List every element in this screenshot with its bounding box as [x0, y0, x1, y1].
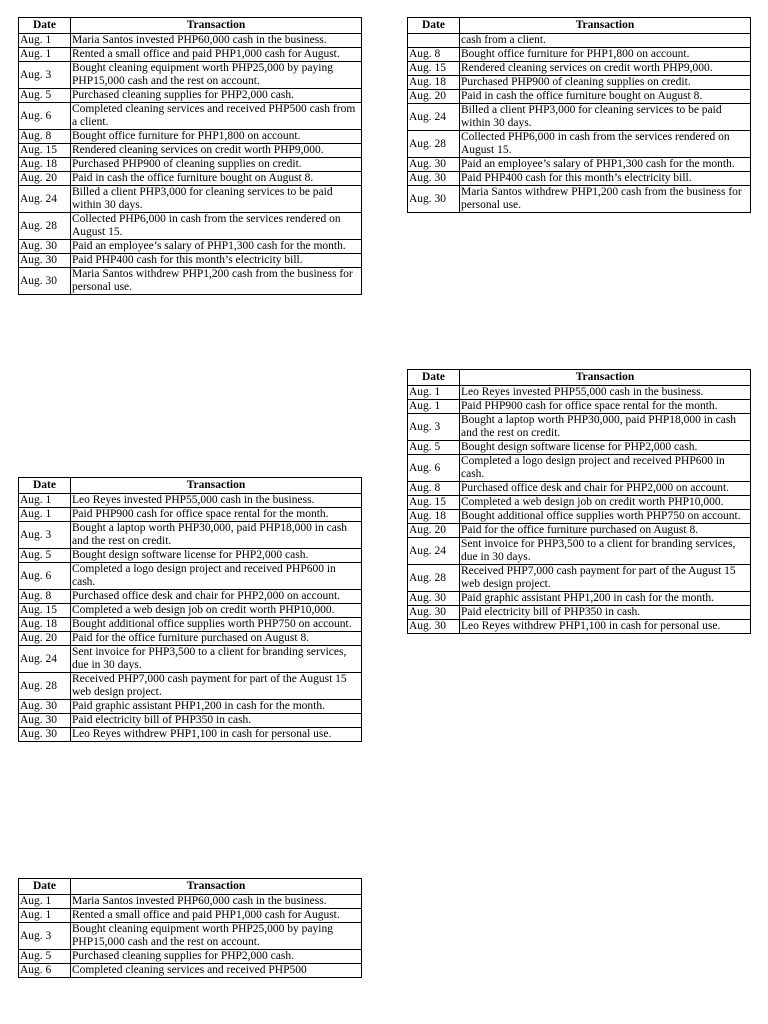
date-cell: Aug. 6 [19, 563, 71, 590]
transaction-cell: Rented a small office and paid PHP1,000 cash for August. [71, 909, 362, 923]
transaction-cell: cash from a client. [460, 34, 751, 48]
date-cell: Aug. 1 [19, 48, 71, 62]
date-cell: Aug. 28 [19, 673, 71, 700]
transaction-cell: Completed a logo design project and received PHP600 in cash. [460, 455, 751, 482]
date-cell: Aug. 6 [19, 103, 71, 130]
transaction-cell: Paid an employee’s salary of PHP1,300 cash for the month. [460, 158, 751, 172]
date-cell: Aug. 28 [19, 213, 71, 240]
date-cell: Aug. 6 [408, 455, 460, 482]
transaction-cell: Bought cleaning equipment worth PHP25,000 by paying PHP15,000 cash and the rest on account. [71, 923, 362, 950]
table-row [19, 268, 362, 295]
date-cell: Aug. 30 [408, 592, 460, 606]
table-row [408, 400, 751, 414]
transaction-cell: Purchased cleaning supplies for PHP2,000 cash. [71, 950, 362, 964]
transaction-cell: Rendered cleaning services on credit worth PHP9,000. [71, 144, 362, 158]
transaction-cell: Paid in cash the office furniture bought on August 8. [460, 90, 751, 104]
date-cell: Aug. 24 [19, 646, 71, 673]
table-row [19, 700, 362, 714]
table-row [19, 89, 362, 103]
table-row [408, 131, 751, 158]
date-cell: Aug. 20 [19, 172, 71, 186]
date-column-header: Date [19, 478, 71, 494]
table-row [19, 48, 362, 62]
table-row [19, 34, 362, 48]
table-row [19, 158, 362, 172]
transaction-cell: Leo Reyes withdrew PHP1,100 in cash for personal use. [460, 620, 751, 634]
table-row [408, 62, 751, 76]
transaction-cell: Completed a web design job on credit worth PHP10,000. [71, 604, 362, 618]
transaction-cell: Completed a logo design project and received PHP600 in cash. [71, 563, 362, 590]
transaction-cell: Bought office furniture for PHP1,800 on account. [71, 130, 362, 144]
date-cell: Aug. 1 [408, 386, 460, 400]
table-header-row [408, 370, 751, 386]
transaction-cell: Bought a laptop worth PHP30,000, paid PHP18,000 in cash and the rest on credit. [71, 522, 362, 549]
transaction-cell: Bought additional office supplies worth PHP750 on account. [460, 510, 751, 524]
date-cell: Aug. 5 [19, 549, 71, 563]
date-cell: Aug. 24 [19, 186, 71, 213]
date-cell: Aug. 18 [19, 618, 71, 632]
date-cell: Aug. 8 [19, 130, 71, 144]
table-header-row [19, 879, 362, 895]
transaction-cell: Bought office furniture for PHP1,800 on account. [460, 48, 751, 62]
table-header-row [19, 478, 362, 494]
date-cell: Aug. 30 [19, 268, 71, 295]
transaction-cell: Paid an employee’s salary of PHP1,300 cash for the month. [71, 240, 362, 254]
transaction-cell: Sent invoice for PHP3,500 to a client for branding services, due in 30 days. [460, 538, 751, 565]
transaction-cell: Leo Reyes withdrew PHP1,100 in cash for personal use. [71, 728, 362, 742]
transaction-cell: Bought design software license for PHP2,000 cash. [71, 549, 362, 563]
table-row [19, 240, 362, 254]
transaction-column-header: Transaction [71, 18, 362, 34]
table-row [408, 592, 751, 606]
transactions-table-santos-partial [18, 878, 362, 978]
transaction-cell: Paid for the office furniture purchased on August 8. [460, 524, 751, 538]
date-cell: Aug. 3 [19, 62, 71, 89]
transactions-table-santos [18, 17, 362, 295]
transaction-cell: Leo Reyes invested PHP55,000 cash in the business. [71, 494, 362, 508]
transaction-cell: Completed a web design job on credit worth PHP10,000. [460, 496, 751, 510]
table-row [408, 606, 751, 620]
date-cell: Aug. 5 [408, 441, 460, 455]
transaction-cell: Maria Santos withdrew PHP1,200 cash from the business for personal use. [71, 268, 362, 295]
date-cell: Aug. 30 [408, 620, 460, 634]
table-row [19, 522, 362, 549]
table-row [408, 48, 751, 62]
transaction-cell: Paid for the office furniture purchased on August 8. [71, 632, 362, 646]
table-row [408, 186, 751, 213]
transaction-cell: Paid in cash the office furniture bought on August 8. [71, 172, 362, 186]
date-cell: Aug. 5 [19, 89, 71, 103]
table-row [19, 254, 362, 268]
table-row [19, 646, 362, 673]
table-row [19, 508, 362, 522]
transaction-cell: Leo Reyes invested PHP55,000 cash in the business. [460, 386, 751, 400]
transaction-cell: Purchased office desk and chair for PHP2,000 on account. [460, 482, 751, 496]
transaction-cell: Paid PHP900 cash for office space rental for the month. [71, 508, 362, 522]
transaction-cell: Rendered cleaning services on credit worth PHP9,000. [460, 62, 751, 76]
transaction-cell: Purchased PHP900 of cleaning supplies on credit. [460, 76, 751, 90]
transaction-cell: Maria Santos invested PHP60,000 cash in the business. [71, 895, 362, 909]
date-cell [408, 34, 460, 48]
transaction-cell: Received PHP7,000 cash payment for part of the August 15 web design project. [460, 565, 751, 592]
table-header-row [408, 18, 751, 34]
table-row [19, 172, 362, 186]
date-cell: Aug. 30 [408, 606, 460, 620]
transaction-cell: Billed a client PHP3,000 for cleaning services to be paid within 30 days. [71, 186, 362, 213]
date-cell: Aug. 15 [19, 604, 71, 618]
date-cell: Aug. 20 [408, 90, 460, 104]
date-cell: Aug. 1 [19, 909, 71, 923]
table-row [408, 90, 751, 104]
table-row [19, 62, 362, 89]
date-cell: Aug. 15 [408, 62, 460, 76]
date-cell: Aug. 28 [408, 565, 460, 592]
date-cell: Aug. 20 [19, 632, 71, 646]
table-row [19, 186, 362, 213]
table-row [408, 34, 751, 48]
table-row [408, 386, 751, 400]
transaction-cell: Paid electricity bill of PHP350 in cash. [460, 606, 751, 620]
date-cell: Aug. 18 [408, 510, 460, 524]
date-column-header: Date [19, 879, 71, 895]
table-row [408, 482, 751, 496]
transaction-cell: Purchased cleaning supplies for PHP2,000 cash. [71, 89, 362, 103]
table-row [19, 895, 362, 909]
date-cell: Aug. 30 [408, 158, 460, 172]
table-row [19, 103, 362, 130]
transaction-cell: Bought design software license for PHP2,000 cash. [460, 441, 751, 455]
date-cell: Aug. 3 [408, 414, 460, 441]
date-cell: Aug. 3 [19, 522, 71, 549]
date-cell: Aug. 30 [408, 172, 460, 186]
date-cell: Aug. 1 [19, 494, 71, 508]
table-row [408, 76, 751, 90]
table-row [19, 563, 362, 590]
date-cell: Aug. 18 [408, 76, 460, 90]
transaction-cell: Paid PHP400 cash for this month’s electricity bill. [460, 172, 751, 186]
table-row [408, 172, 751, 186]
table-row [19, 618, 362, 632]
date-cell: Aug. 18 [19, 158, 71, 172]
date-cell: Aug. 1 [19, 508, 71, 522]
date-cell: Aug. 30 [408, 186, 460, 213]
transaction-cell: Purchased PHP900 of cleaning supplies on credit. [71, 158, 362, 172]
table-row [408, 510, 751, 524]
table-row [19, 494, 362, 508]
transaction-cell: Bought a laptop worth PHP30,000, paid PHP18,000 in cash and the rest on credit. [460, 414, 751, 441]
table-row [408, 414, 751, 441]
date-cell: Aug. 15 [408, 496, 460, 510]
date-cell: Aug. 1 [408, 400, 460, 414]
date-cell: Aug. 30 [19, 714, 71, 728]
transaction-cell: Completed cleaning services and received PHP500 [71, 964, 362, 978]
transaction-cell: Paid electricity bill of PHP350 in cash. [71, 714, 362, 728]
table-row [19, 728, 362, 742]
date-cell: Aug. 30 [19, 728, 71, 742]
date-column-header: Date [408, 18, 460, 34]
table-row [19, 673, 362, 700]
date-cell: Aug. 30 [19, 254, 71, 268]
transactions-table-reyes-copy [18, 477, 362, 742]
date-cell: Aug. 30 [19, 700, 71, 714]
transaction-cell: Maria Santos withdrew PHP1,200 cash from the business for personal use. [460, 186, 751, 213]
transaction-cell: Rented a small office and paid PHP1,000 cash for August. [71, 48, 362, 62]
table-row [408, 455, 751, 482]
date-column-header: Date [19, 18, 71, 34]
transactions-table-reyes [407, 369, 751, 634]
date-cell: Aug. 8 [19, 590, 71, 604]
date-cell: Aug. 5 [19, 950, 71, 964]
table-row [408, 158, 751, 172]
transaction-cell: Purchased office desk and chair for PHP2,000 on account. [71, 590, 362, 604]
date-cell: Aug. 24 [408, 538, 460, 565]
transaction-cell: Paid graphic assistant PHP1,200 in cash for the month. [71, 700, 362, 714]
transaction-cell: Received PHP7,000 cash payment for part of the August 15 web design project. [71, 673, 362, 700]
date-cell: Aug. 1 [19, 34, 71, 48]
transaction-column-header: Transaction [460, 370, 751, 386]
date-column-header: Date [408, 370, 460, 386]
table-row [19, 950, 362, 964]
table-row [408, 441, 751, 455]
table-row [408, 620, 751, 634]
table-row [19, 144, 362, 158]
table-row [19, 590, 362, 604]
table-row [408, 524, 751, 538]
transaction-cell: Paid PHP900 cash for office space rental for the month. [460, 400, 751, 414]
table-row [408, 496, 751, 510]
transaction-cell: Paid PHP400 cash for this month’s electricity bill. [71, 254, 362, 268]
table-row [19, 130, 362, 144]
table-row [19, 632, 362, 646]
table-row [19, 549, 362, 563]
transaction-cell: Bought cleaning equipment worth PHP25,000 by paying PHP15,000 cash and the rest on account. [71, 62, 362, 89]
date-cell: Aug. 8 [408, 482, 460, 496]
table-row [408, 565, 751, 592]
table-row [408, 104, 751, 131]
date-cell: Aug. 24 [408, 104, 460, 131]
date-cell: Aug. 20 [408, 524, 460, 538]
table-row [19, 964, 362, 978]
transaction-column-header: Transaction [71, 478, 362, 494]
date-cell: Aug. 15 [19, 144, 71, 158]
date-cell: Aug. 30 [19, 240, 71, 254]
date-cell: Aug. 28 [408, 131, 460, 158]
date-cell: Aug. 8 [408, 48, 460, 62]
date-cell: Aug. 3 [19, 923, 71, 950]
table-row [19, 213, 362, 240]
table-row [19, 909, 362, 923]
date-cell: Aug. 6 [19, 964, 71, 978]
table-row [19, 923, 362, 950]
transaction-cell: Sent invoice for PHP3,500 to a client for branding services, due in 30 days. [71, 646, 362, 673]
transaction-cell: Billed a client PHP3,000 for cleaning services to be paid within 30 days. [460, 104, 751, 131]
transaction-cell: Paid graphic assistant PHP1,200 in cash for the month. [460, 592, 751, 606]
transaction-cell: Completed cleaning services and received PHP500 cash from a client. [71, 103, 362, 130]
table-row [408, 538, 751, 565]
transaction-cell: Collected PHP6,000 in cash from the services rendered on August 15. [460, 131, 751, 158]
transaction-cell: Bought additional office supplies worth PHP750 on account. [71, 618, 362, 632]
transactions-table-santos-continued [407, 17, 751, 213]
transaction-column-header: Transaction [71, 879, 362, 895]
transaction-column-header: Transaction [460, 18, 751, 34]
transaction-cell: Maria Santos invested PHP60,000 cash in the business. [71, 34, 362, 48]
transaction-cell: Collected PHP6,000 in cash from the services rendered on August 15. [71, 213, 362, 240]
date-cell: Aug. 1 [19, 895, 71, 909]
table-row [19, 604, 362, 618]
table-row [19, 714, 362, 728]
table-header-row [19, 18, 362, 34]
